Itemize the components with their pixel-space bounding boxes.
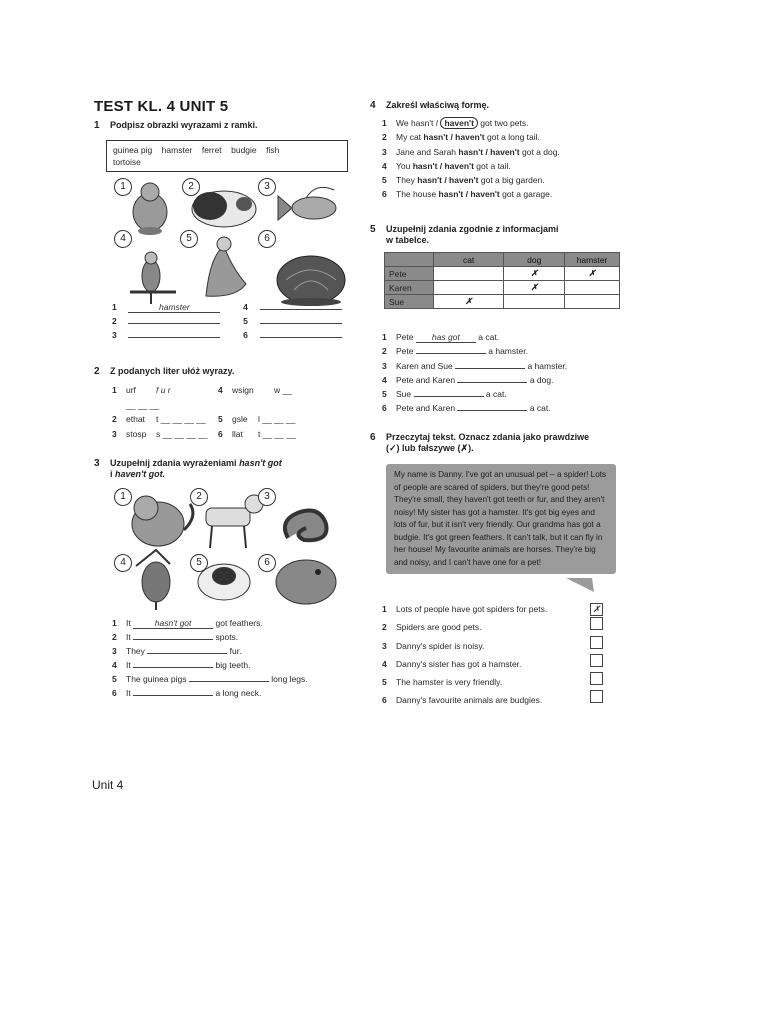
- sentence-number: 3: [382, 360, 387, 371]
- word-answer[interactable]: t __ __ __ __: [156, 414, 206, 424]
- table-header: cat: [433, 253, 504, 267]
- item-number: 3: [112, 428, 117, 439]
- bird-picture: [136, 550, 170, 610]
- section-6-heading: [370, 432, 589, 454]
- answer-line[interactable]: [260, 314, 342, 324]
- word-row: [112, 412, 296, 427]
- sentence-row: [382, 187, 560, 201]
- blank[interactable]: has got: [416, 333, 476, 343]
- sentence-row: [112, 658, 308, 672]
- sentence-number: 1: [382, 118, 387, 128]
- blank[interactable]: [133, 658, 213, 668]
- budgie-picture: [130, 252, 176, 304]
- statement-number: 3: [382, 640, 387, 651]
- picture-2-number: 2: [190, 488, 208, 506]
- section-1-number: 1: [94, 120, 100, 131]
- answer-line[interactable]: [260, 328, 342, 338]
- section-3-instruction-phrase-2: haven't got.: [115, 469, 166, 479]
- blank[interactable]: [133, 630, 213, 640]
- sentence-row: [382, 344, 567, 358]
- section-5-sentences: [382, 330, 567, 416]
- section-2-items: [112, 383, 296, 441]
- answer-number: 2: [112, 316, 117, 326]
- sentence-end: a cat.: [485, 389, 507, 400]
- table-corner: [385, 253, 434, 267]
- sentence-end: fur.: [229, 646, 242, 656]
- section-4-number: 4: [370, 100, 376, 111]
- sentence-row: [382, 359, 567, 373]
- item-number: 2: [112, 414, 117, 424]
- sentence-end: spots.: [215, 632, 239, 642]
- word-answer[interactable]: w __: [274, 385, 292, 395]
- worksheet-scan: [92, 96, 620, 706]
- sentence-start: The guinea pigs: [126, 674, 187, 684]
- word-box-line-2: tortoise: [113, 157, 141, 167]
- blank[interactable]: [457, 401, 527, 411]
- sentence-end: got a big garden.: [480, 175, 545, 186]
- blank[interactable]: [455, 359, 525, 369]
- word-row: [112, 427, 296, 442]
- ferret-picture: [206, 237, 246, 296]
- answer-number: 3: [112, 330, 117, 340]
- blank[interactable]: [414, 387, 484, 397]
- section-5-heading: [370, 224, 559, 246]
- sentence-end: a cat.: [478, 332, 500, 342]
- sentence-number: 6: [382, 403, 387, 414]
- section-1-animal-pictures: [106, 176, 346, 306]
- sentence-number: 5: [112, 674, 117, 684]
- guinea-pigs-picture: [198, 564, 250, 600]
- sentence-row: [382, 401, 567, 415]
- answer-number: 1: [112, 302, 117, 312]
- overflow-row[interactable]: __ __ __: [126, 399, 160, 410]
- sentence-start: They: [126, 646, 145, 656]
- table-cell: [565, 281, 620, 295]
- sentence-row: [112, 630, 308, 644]
- section-2-number: 2: [94, 366, 100, 377]
- section-5-number: 5: [370, 224, 376, 235]
- word-box: [106, 140, 348, 172]
- table-cell: [433, 281, 504, 295]
- section-3-instruction-and: i: [110, 469, 113, 479]
- section-4-heading: [370, 100, 489, 111]
- sentence-end: got a garage.: [502, 189, 553, 200]
- answer-line[interactable]: hamster: [128, 303, 220, 313]
- section-3-instruction-phrase: hasn't got: [239, 458, 282, 468]
- statement-number: 5: [382, 677, 387, 688]
- statement-row: [382, 690, 603, 708]
- table-row: [385, 267, 620, 281]
- sentence-end: a long neck.: [215, 688, 262, 698]
- statement-number: 1: [382, 604, 387, 614]
- sentence-row: [382, 173, 560, 187]
- row-name: Sue: [385, 295, 434, 309]
- word-box-line-1: guinea pig hamster ferret budgie fish: [113, 145, 280, 155]
- sentence-row: [382, 145, 560, 159]
- section-2-instruction: Z podanych liter ułóż wyrazy.: [110, 366, 235, 376]
- answer-checkbox[interactable]: [590, 636, 603, 649]
- sentence-start: My cat: [396, 132, 422, 143]
- row-name: Karen: [385, 281, 434, 295]
- section-4-sentences: [382, 116, 560, 202]
- word-answer[interactable]: t __ __ __: [258, 428, 296, 439]
- choice-options[interactable]: hasn't / haven't: [417, 175, 479, 186]
- statement-row: [382, 636, 603, 654]
- blank[interactable]: [457, 373, 527, 383]
- answer-line[interactable]: [128, 328, 220, 338]
- section-5-instruction: Uzupełnij zdania zgodnie z informacjami: [386, 224, 559, 234]
- blank[interactable]: [147, 644, 227, 654]
- word-answer[interactable]: f u r: [156, 385, 171, 395]
- section-3-heading: [94, 458, 282, 480]
- sentence-row: [382, 130, 560, 144]
- section-5-instruction-2: w tabelce.: [386, 235, 430, 245]
- answer-row: [112, 314, 342, 328]
- choice-options[interactable]: hasn't / haven't: [438, 189, 500, 200]
- statement-number: 2: [382, 622, 387, 633]
- picture-1-number: 1: [114, 178, 132, 196]
- scrambled-word: llat: [232, 428, 243, 439]
- scrambled-word: ethat: [126, 414, 145, 424]
- section-1-heading: [94, 120, 258, 131]
- sentence-row: [382, 116, 560, 130]
- picture-1-number: 1: [114, 488, 132, 506]
- statement-text: The hamster is very friendly.: [396, 677, 503, 688]
- statement-text: Lots of people have got spiders for pets.: [396, 604, 548, 614]
- document-footer-text: Unit 4: [92, 778, 124, 792]
- sentence-end: big teeth.: [215, 660, 251, 670]
- sentence-start: It: [126, 660, 131, 670]
- item-number: 4: [218, 385, 223, 395]
- blank[interactable]: hasn't got: [133, 619, 213, 629]
- section-3-animal-pictures: [106, 490, 346, 610]
- item-number: 6: [218, 428, 223, 439]
- sentence-row: [112, 672, 308, 686]
- choice-options[interactable]: hasn't / haven't: [458, 146, 520, 157]
- dog-picture: [206, 495, 263, 548]
- sentence-row: [382, 159, 560, 173]
- sentence-start: You: [396, 160, 411, 171]
- sentence-start: They: [396, 175, 415, 186]
- statement-row: [382, 602, 603, 617]
- sentence-number: 2: [382, 346, 387, 357]
- table-cell: ✗: [565, 267, 620, 281]
- table-cell: [504, 295, 565, 309]
- sentence-number: 3: [112, 646, 117, 656]
- table-cell: [433, 267, 504, 281]
- sentence-start: Karen and Sue: [396, 360, 453, 371]
- answer-line[interactable]: [260, 300, 342, 310]
- table-row: [385, 281, 620, 295]
- sentence-number: 6: [382, 189, 387, 200]
- reading-text-box: [386, 464, 616, 574]
- word-answer[interactable]: s __ __ __ __: [156, 428, 208, 439]
- picture-3-number: 3: [258, 488, 276, 506]
- statement-row: [382, 654, 603, 672]
- section-1-instruction: Podpisz obrazki wyrazami z ramki.: [110, 120, 258, 130]
- answer-checkbox[interactable]: [590, 690, 603, 703]
- sentence-row: [112, 616, 308, 630]
- answer-number: 5: [243, 316, 248, 326]
- sentence-end: a dog.: [529, 374, 554, 385]
- sentence-row: [382, 330, 567, 344]
- statement-text: Danny's spider is noisy.: [396, 640, 485, 651]
- sentence-end: a cat.: [529, 403, 551, 414]
- picture-4-number: 4: [114, 230, 132, 248]
- answer-number: 4: [243, 302, 248, 312]
- section-6-number: 6: [370, 432, 376, 443]
- statement-text: Spiders are good pets.: [396, 622, 482, 633]
- picture-5-number: 5: [190, 554, 208, 572]
- cat-picture: [132, 496, 193, 546]
- sentence-start: We hasn't /: [396, 118, 439, 128]
- speech-bubble-tail: [566, 578, 596, 594]
- sentence-number: 6: [112, 688, 117, 698]
- section-6-instruction: Przeczytaj tekst. Oznacz zdania jako prawdziwe: [386, 432, 590, 442]
- sentence-start: Pete: [396, 332, 414, 342]
- table-cell: ✗: [504, 267, 565, 281]
- sentence-end: got two pets.: [480, 118, 529, 128]
- tortoise-picture: [277, 256, 345, 306]
- table-header: hamster: [565, 253, 620, 267]
- statement-row: [382, 617, 603, 635]
- blank[interactable]: [133, 686, 213, 696]
- sentence-start: It: [126, 618, 131, 628]
- hippo-picture: [276, 560, 336, 604]
- picture-3-number: 3: [258, 178, 276, 196]
- sentence-end: long legs.: [271, 674, 308, 684]
- answer-row: [112, 328, 342, 342]
- answer-checkbox[interactable]: [590, 617, 603, 630]
- sentence-start: Pete: [396, 346, 414, 357]
- blank[interactable]: [189, 672, 269, 682]
- table-cell: ✗: [433, 295, 504, 309]
- table-cell: [565, 295, 620, 309]
- sentence-end: got a tail.: [476, 160, 511, 171]
- circled-answer[interactable]: haven't: [440, 117, 477, 129]
- word-row: [112, 383, 296, 398]
- reading-text: My name is Danny. I've got an unusual pet – a spider! Lots of people are scared of spiders, but they're good pets! They're small, they haven't got teeth or fur, and they aren't noisy! My sister has got a hamster. It's got big eyes and lots of fur, but it isn't very friendly. Our grandma has got a budgie. It's got green feathers. It can't talk, but it can fly in her house! My favourite animals are horses. They're big and noisy, and I can't have one for a pet!: [394, 470, 607, 567]
- sentence-number: 2: [112, 632, 117, 642]
- sentence-number: 4: [382, 160, 387, 171]
- scrambled-word: gsle: [232, 414, 248, 424]
- section-3-instruction: Uzupełnij zdania wyrażeniami: [110, 458, 237, 468]
- blank[interactable]: [416, 344, 486, 354]
- picture-6-number: 6: [258, 554, 276, 572]
- sentence-row: [382, 373, 567, 387]
- section-6-instruction-2: (✓) lub fałszywe (✗).: [386, 443, 474, 453]
- word-answer[interactable]: l __ __ __: [258, 414, 296, 424]
- sentence-number: 3: [382, 146, 387, 157]
- statement-row: [382, 672, 603, 690]
- statement-text: Danny's favourite animals are budgies.: [396, 695, 543, 706]
- section-3-number: 3: [94, 458, 100, 469]
- picture-5-number: 5: [180, 230, 198, 248]
- statement-number: 6: [382, 695, 387, 706]
- statement-text: Danny's sister has got a hamster.: [396, 658, 522, 669]
- sentence-end: got a long tail.: [486, 132, 540, 143]
- choice-options[interactable]: hasn't / haven't: [412, 160, 474, 171]
- row-name: Pete: [385, 267, 434, 281]
- sentence-start: It: [126, 632, 131, 642]
- sentence-end: a hamster.: [527, 360, 568, 371]
- hamster-picture: [133, 183, 167, 235]
- pets-table-wrap: [384, 252, 620, 309]
- fish-picture: [278, 187, 336, 220]
- table-header: dog: [504, 253, 565, 267]
- scrambled-word: urf: [126, 385, 136, 395]
- item-number: 5: [218, 414, 223, 424]
- picture-6-number: 6: [258, 230, 276, 248]
- sentence-start: The house: [396, 189, 437, 200]
- sentence-start: It: [126, 688, 131, 698]
- choice-options[interactable]: hasn't / haven't: [423, 132, 485, 143]
- statement-number: 4: [382, 658, 387, 669]
- sentence-number: 5: [382, 175, 387, 186]
- section-3-sentences: [112, 616, 308, 700]
- picture-2-number: 2: [182, 178, 200, 196]
- guinea-pig-picture: [192, 191, 256, 227]
- answer-checkbox[interactable]: [590, 672, 603, 685]
- sentence-row: [382, 387, 567, 401]
- sentence-number: 4: [112, 660, 117, 670]
- answer-number: 6: [243, 330, 248, 340]
- picture-4-number: 4: [114, 554, 132, 572]
- sentence-number: 1: [382, 332, 387, 342]
- sentence-number: 4: [382, 374, 387, 385]
- section-2-heading: [94, 366, 234, 377]
- pets-table: [384, 252, 620, 309]
- item-number: 1: [112, 385, 117, 395]
- scrambled-word: stosp: [126, 428, 147, 439]
- sentence-start: Pete and Karen: [396, 403, 456, 414]
- scrambled-word: wsign: [232, 385, 254, 395]
- section-1-answers: [112, 300, 342, 342]
- answer-checkbox[interactable]: [590, 654, 603, 667]
- sentence-row: [112, 686, 308, 700]
- sentence-number: 1: [112, 618, 117, 628]
- answer-row: [112, 300, 342, 314]
- sentence-row: [112, 644, 308, 658]
- section-4-instruction: Zakreśl właściwą formę.: [386, 100, 490, 110]
- sentence-number: 2: [382, 132, 387, 143]
- sentence-start: Sue: [396, 389, 412, 400]
- sentence-end: got a dog.: [521, 146, 560, 157]
- sentence-start: Pete and Karen: [396, 374, 456, 385]
- sentence-end: got feathers.: [215, 618, 263, 628]
- snake-picture: [285, 511, 327, 541]
- sentence-number: 5: [382, 389, 387, 400]
- table-row: [385, 295, 620, 309]
- worksheet-title: TEST KL. 4 UNIT 5: [94, 98, 229, 115]
- sentence-end: a hamster.: [488, 346, 528, 357]
- answer-checkbox[interactable]: ✗: [590, 603, 603, 616]
- table-header-row: [385, 253, 620, 267]
- sentence-start: Jane and Sarah: [396, 146, 457, 157]
- table-cell: ✗: [504, 281, 565, 295]
- answer-line[interactable]: [128, 314, 220, 324]
- section-6-statements: [382, 602, 603, 709]
